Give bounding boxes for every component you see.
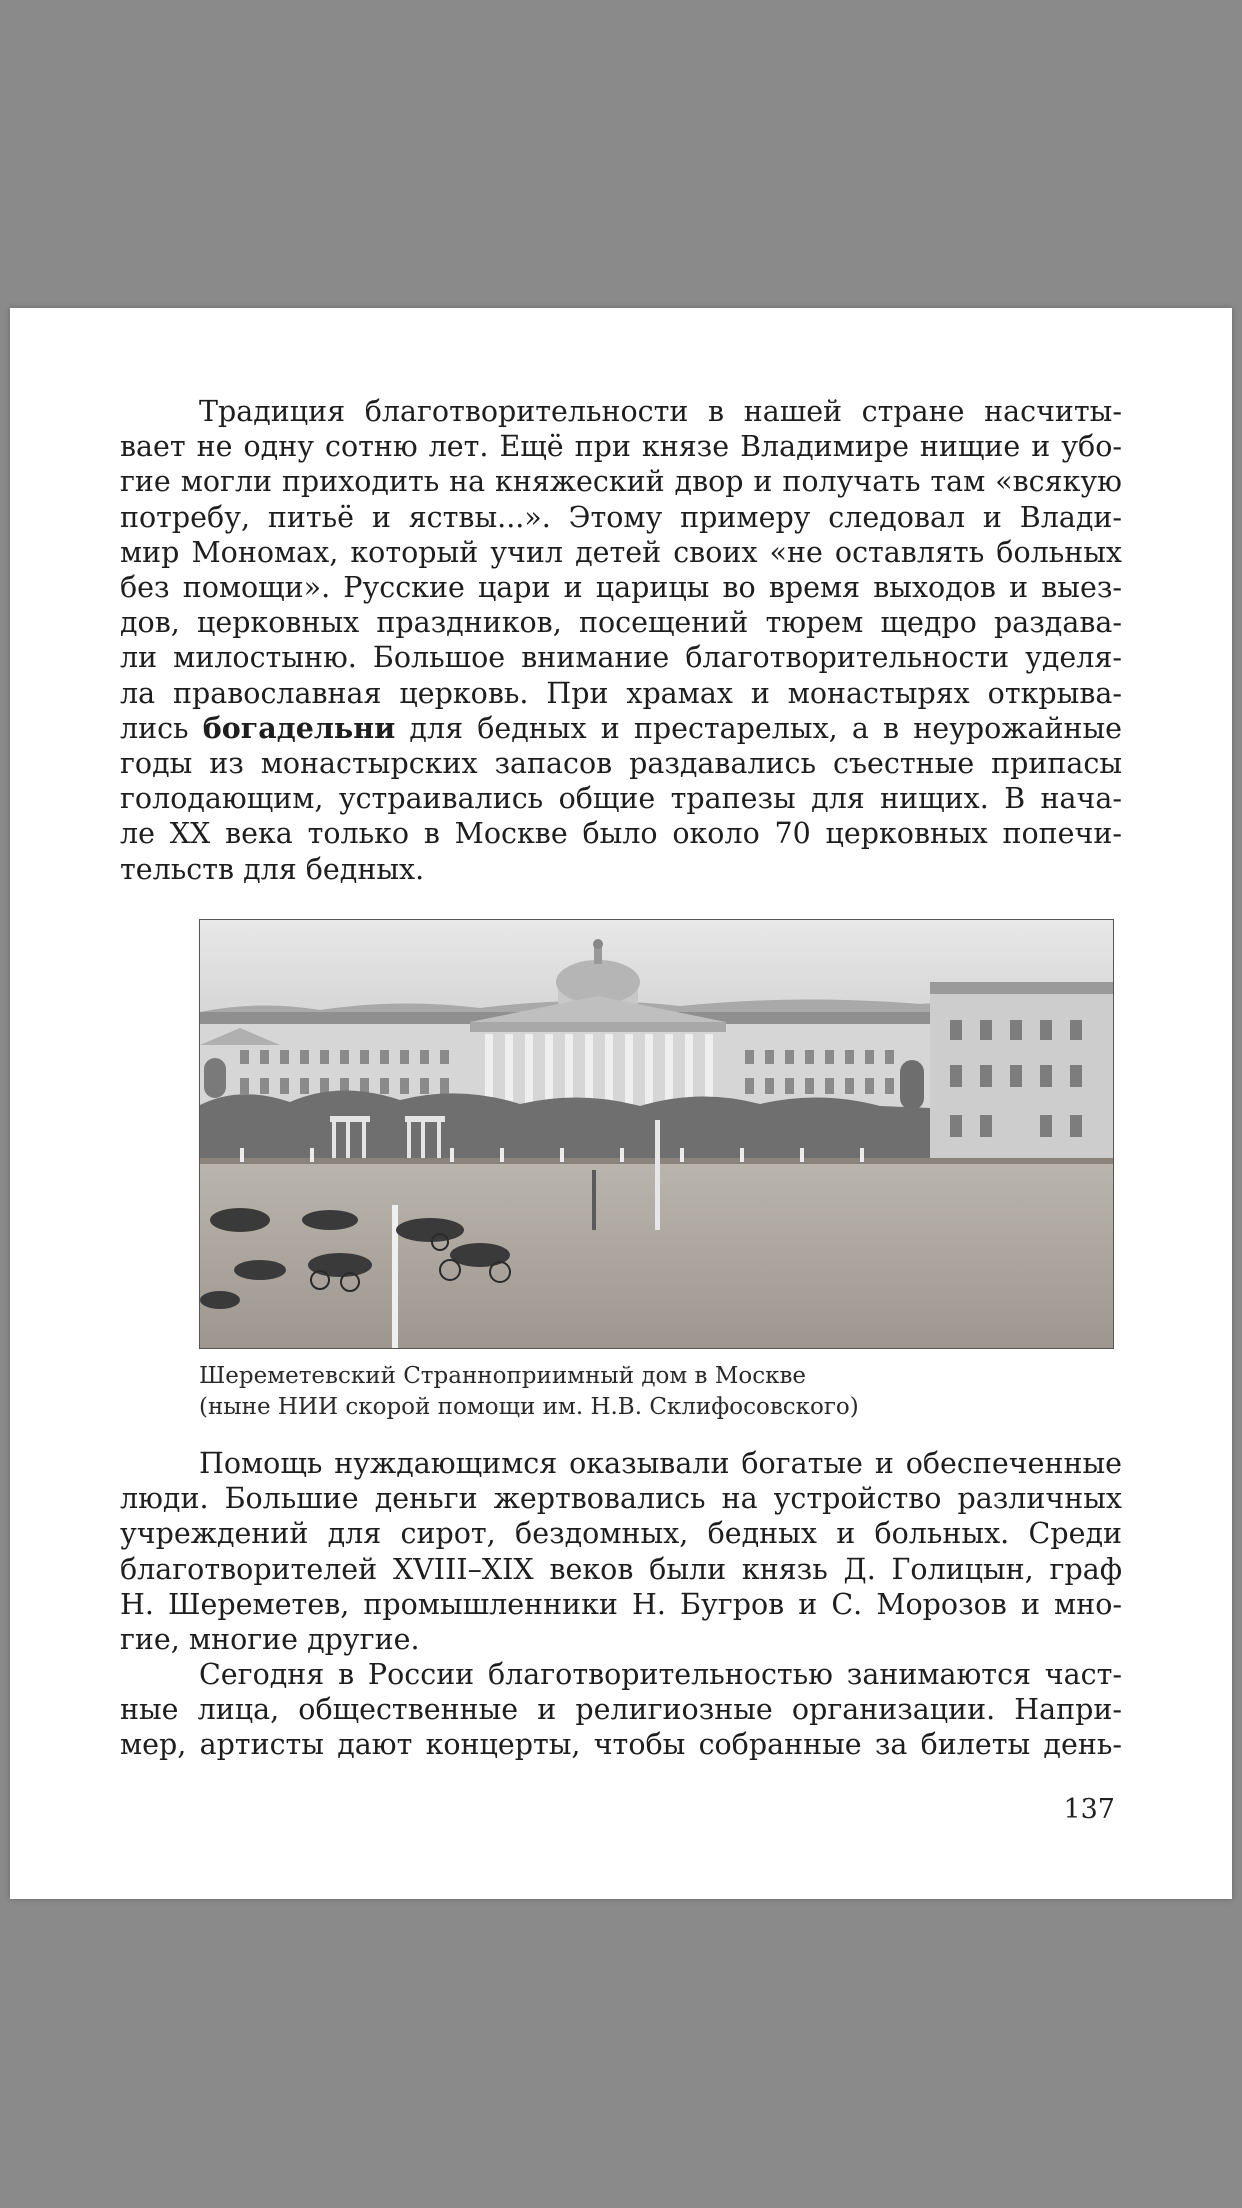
page-number: 137 xyxy=(1063,1794,1115,1825)
text-line: тельств для бедных. xyxy=(120,852,425,886)
text-line: потребу, питьё и яствы...». Этому примеру следовал и Влади- xyxy=(120,500,1122,534)
caption-line: (ныне НИИ скорой помощи им. Н.В. Склифосовского) xyxy=(199,1394,859,1420)
paragraph-modern-charity xyxy=(120,1657,1122,1763)
text-line: дов, церковных праздников, посещений тюрем щедро раздава- xyxy=(120,606,1122,640)
text-line: гие, многие другие. xyxy=(120,1623,420,1657)
text-line: учреждений для сирот, бездомных, бедных и больных. Среди xyxy=(120,1517,1122,1551)
text-line: Сегодня в России благотворительностью занимаются част- xyxy=(199,1658,1122,1691)
photo-sheremetev-hospice xyxy=(199,919,1114,1349)
paragraph-charity-tradition xyxy=(120,394,1122,887)
text-line: ные лица, общественные и религиозные организации. Напри- xyxy=(120,1693,1122,1727)
building-photo-illustration xyxy=(200,920,1113,1348)
text-line: благотворителей XVIII–XIX веков были князь Д. Голицын, граф xyxy=(120,1552,1122,1586)
bold-term-almshouses: богадельни xyxy=(202,710,396,745)
photo-caption xyxy=(199,1361,859,1423)
text-line: гие могли приходить на княжеский двор и получать там «всякую xyxy=(120,465,1122,499)
text-line: Традиция благотворительности в нашей стране насчиты- xyxy=(199,395,1122,428)
text-line: Н. Шереметев, промышленники Н. Бугров и С. Морозов и мно- xyxy=(120,1587,1122,1621)
text-fragment: для бедных и престарелых, а в неурожайные xyxy=(395,711,1123,745)
text-line: Помощь нуждающимся оказывали богатые и обеспеченные xyxy=(199,1447,1122,1480)
text-line: люди. Большие деньги жертвовались на устройство различных xyxy=(120,1482,1122,1516)
text-line: мир Мономах, который учил детей своих «не оставлять больных xyxy=(120,535,1122,569)
text-fragment: лись xyxy=(120,711,203,745)
text-line: ле XX века только в Москве было около 70 церковных попечи- xyxy=(120,817,1122,851)
text-line-with-term xyxy=(120,711,1122,746)
text-line: голодающим, устраивались общие трапезы для нищих. В нача- xyxy=(120,782,1122,816)
paragraph-benefactors xyxy=(120,1446,1122,1657)
book-page xyxy=(10,308,1232,1899)
text-line: ла православная церковь. При храмах и монастырях открыва- xyxy=(120,676,1122,710)
text-line: без помощи». Русские цари и царицы во время выходов и выез- xyxy=(120,571,1122,605)
text-line: ли милостыню. Большое внимание благотворительности уделя- xyxy=(120,641,1122,675)
text-line: мер, артисты дают концерты, чтобы собранные за билеты день- xyxy=(120,1728,1122,1762)
text-line: вает не одну сотню лет. Ещё при князе Владимире нищие и убо- xyxy=(120,430,1122,464)
caption-line: Шереметевский Странноприимный дом в Москве xyxy=(199,1363,807,1389)
text-line: годы из монастырских запасов раздавались съестные припасы xyxy=(120,747,1122,781)
